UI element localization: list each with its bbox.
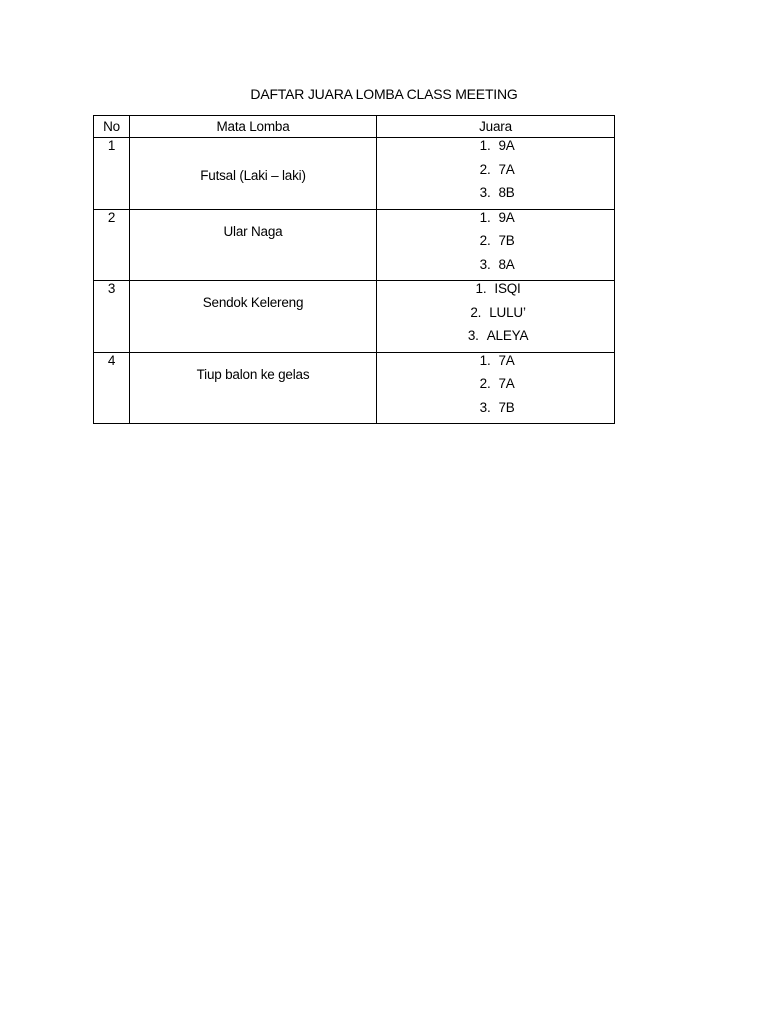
winner-name: 8A [498, 256, 515, 272]
competition-cell [130, 352, 377, 424]
winner-item [377, 353, 614, 377]
winners-table [93, 115, 615, 424]
rank-number: 1. [479, 138, 491, 153]
winner-name: 8B [498, 185, 515, 200]
winner-name: ALEYA [486, 328, 529, 343]
rank-number: 3. [479, 185, 491, 200]
winner-name: LULU’ [489, 304, 526, 320]
table-header-row [94, 116, 615, 138]
winners-cell [377, 352, 615, 424]
winners-list [377, 281, 614, 352]
winner-item [377, 376, 614, 400]
row-number-cell [94, 209, 130, 281]
winner-item [377, 185, 614, 209]
winner-item [377, 257, 614, 281]
winner-name: 7A [498, 352, 515, 368]
winners-list [377, 353, 614, 424]
winner-item [377, 162, 614, 186]
winners-cell [377, 281, 615, 353]
winner-item [377, 138, 614, 162]
rank-number: 3. [479, 256, 491, 272]
winner-name: 7B [498, 399, 515, 415]
competition-name: Sendok Kelereng [202, 295, 304, 310]
header-no: No [94, 116, 130, 138]
header-mata-lomba: Mata Lomba [130, 116, 377, 138]
winner-item [377, 233, 614, 257]
winners-list [377, 138, 614, 209]
winner-item [377, 328, 614, 352]
rank-number: 2. [479, 233, 491, 248]
winner-item [377, 281, 614, 305]
rank-number: 3. [479, 399, 491, 415]
rank-number: 3. [467, 328, 479, 343]
winner-item [377, 210, 614, 234]
rank-number: 2. [470, 304, 482, 320]
winners-cell [377, 209, 615, 281]
competition-name: Ular Naga [223, 223, 283, 239]
winners-list [377, 210, 614, 281]
table-row [94, 209, 615, 281]
document-title: DAFTAR JUARA LOMBA CLASS MEETING [250, 86, 518, 102]
row-number-cell [94, 138, 130, 210]
winner-item [377, 400, 614, 424]
rank-number: 2. [479, 161, 491, 177]
table-row [94, 281, 615, 353]
winner-item [377, 305, 614, 329]
header-juara: Juara [377, 116, 615, 138]
winner-name: 9A [498, 138, 515, 153]
winner-name: 7A [498, 376, 515, 391]
rank-number: 1. [479, 352, 491, 368]
row-number: 3 [107, 281, 116, 296]
row-number-cell [94, 352, 130, 424]
winners-cell [377, 138, 615, 210]
rank-number: 1. [475, 281, 487, 296]
competition-cell [130, 209, 377, 281]
rank-number: 1. [479, 209, 491, 225]
competition-name: Tiup balon ke gelas [196, 366, 310, 382]
row-number-cell [94, 281, 130, 353]
winner-name: ISQI [494, 281, 521, 296]
row-number: 4 [107, 352, 116, 368]
winner-name: 7A [498, 161, 515, 177]
competition-cell [130, 138, 377, 210]
table-row [94, 352, 615, 424]
table-row [94, 138, 615, 210]
rank-number: 2. [479, 376, 491, 391]
competition-cell [130, 281, 377, 353]
competition-name: Futsal (Laki – laki) [200, 168, 306, 183]
winner-name: 9A [498, 209, 515, 225]
row-number: 2 [107, 209, 116, 225]
row-number: 1 [107, 138, 116, 153]
winner-name: 7B [498, 233, 515, 248]
